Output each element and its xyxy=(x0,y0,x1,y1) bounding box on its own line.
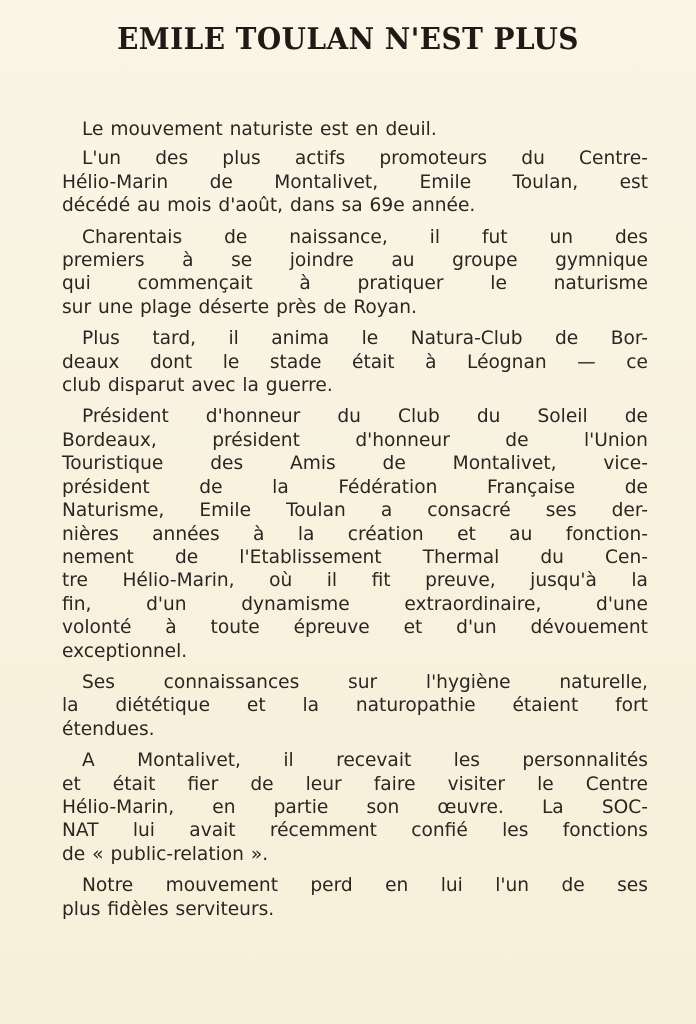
text-line: club disparut avec la guerre. xyxy=(62,375,333,397)
text-line: Hélio-Marin de Montalivet, Emile Toulan, est xyxy=(62,171,648,193)
text-line: Touristique des Amis de Montalivet, vice- xyxy=(62,453,648,475)
text-line: exceptionnel. xyxy=(62,640,188,662)
paragraph xyxy=(62,226,648,320)
text-line: Notre mouvement perd en lui l'un de ses xyxy=(82,875,648,897)
text-line: NAT lui avait récemment confié les fonctions xyxy=(62,820,648,842)
text-line: sur une plage déserte près de Royan. xyxy=(62,296,417,318)
text-line: décédé au mois d'août, dans sa 69e année. xyxy=(62,195,476,217)
text-line: L'un des plus actifs promoteurs du Centre- xyxy=(82,148,648,170)
paragraph xyxy=(62,671,648,741)
paragraph xyxy=(62,874,648,921)
text-line: Naturisme, Emile Toulan a consacré ses der- xyxy=(62,500,648,522)
article-title: EMILE TOULAN N'EST PLUS xyxy=(117,22,579,57)
text-line: nement de l'Etablissement Thermal du Cen- xyxy=(62,546,648,568)
text-line: président de la Fédération Française de xyxy=(62,476,648,498)
text-line: qui commençait à pratiquer le naturisme xyxy=(62,273,648,295)
text-line: volonté à toute épreuve et d'un dévouement xyxy=(62,617,648,639)
text-line: deaux dont le stade était à Léognan — ce xyxy=(62,351,648,373)
paragraph xyxy=(62,147,648,217)
text-line: Ses connaissances sur l'hygiène naturelle, xyxy=(82,671,648,693)
text-line: tre Hélio-Marin, où il fit preuve, jusqu'à la xyxy=(62,570,648,592)
text-line: Président d'honneur du Club du Soleil de xyxy=(82,406,648,428)
text-line: nières années à la création et au fonction- xyxy=(62,523,648,545)
text-line: Hélio-Marin, en partie son œuvre. La SOC- xyxy=(62,796,648,818)
article-body xyxy=(62,118,648,929)
text-line: de « public-relation ». xyxy=(62,843,269,865)
text-line: Charentais de naissance, il fut un des xyxy=(82,226,648,248)
text-line: fin, d'un dynamisme extraordinaire, d'une xyxy=(62,593,648,615)
text-line: Plus tard, il anima le Natura-Club de Bor- xyxy=(82,328,648,350)
paragraph xyxy=(62,749,648,866)
text-line: étendues. xyxy=(62,718,155,740)
paragraph xyxy=(62,405,648,662)
text-line: Bordeaux, président d'honneur de l'Union xyxy=(62,429,648,451)
text-line: A Montalivet, il recevait les personnalités xyxy=(82,750,648,772)
paragraph xyxy=(62,327,648,397)
text-line: et était fier de leur faire visiter le Centre xyxy=(62,773,648,795)
text-line: plus fidèles serviteurs. xyxy=(62,898,275,920)
paragraph xyxy=(82,118,648,141)
text-line: Le mouvement naturiste est en deuil. xyxy=(82,119,437,140)
text-line: la diététique et la naturopathie étaient fort xyxy=(62,695,648,717)
text-line: premiers à se joindre au groupe gymnique xyxy=(62,250,648,272)
